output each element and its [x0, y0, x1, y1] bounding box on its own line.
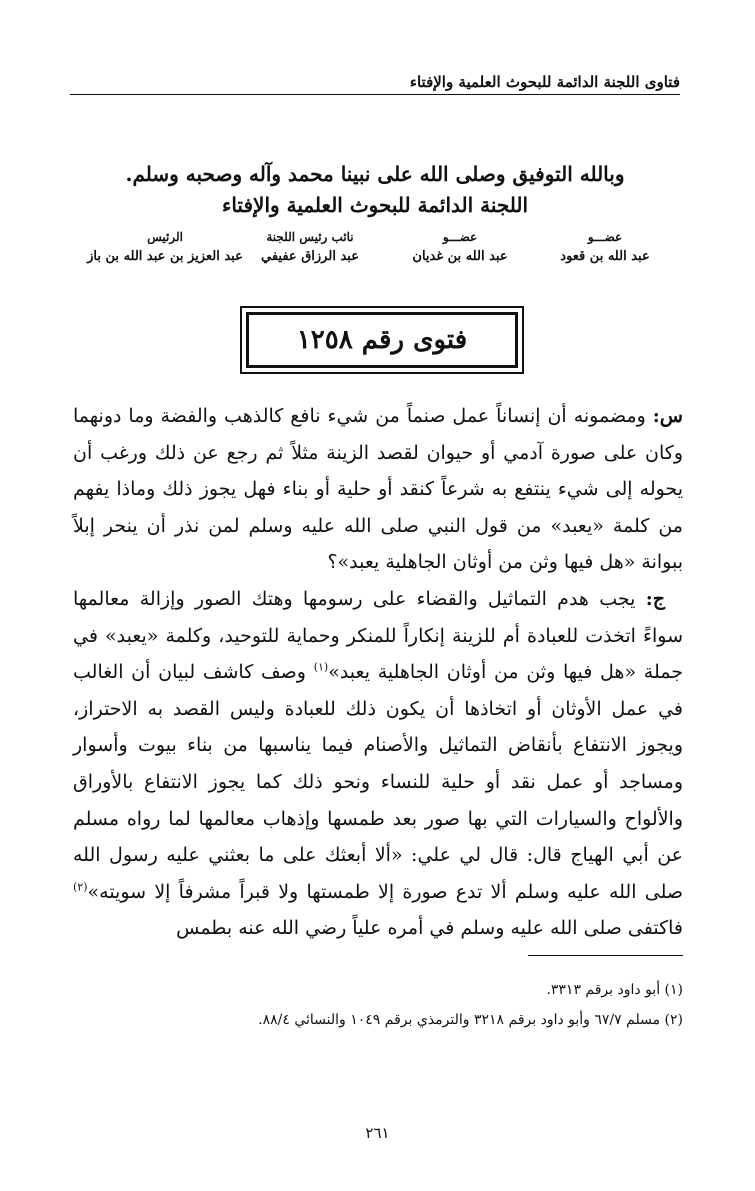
- signatory-name: عبد الرزاق عفيفي: [261, 249, 359, 264]
- signatory-name: عبد الله بن غديان: [412, 249, 508, 264]
- question-text: ومضمونه أن إنساناً عمل صنماً من شيء نافع كالذهب والفضة وما دونهما وكان على صورة آدمي أو حيوان لقصد الزينة مثلاً ثم رجع عن ذلك ورغب أن يحوله إلى شيء ينتفع به شرعاً كنقد أو حلية أو بناء فهل يجوز ذلك وماذا يفهم من كلمة «يعبد» من قول النبي صلى الله عليه وسلم لمن نذر أن ينحر إبلاً ببوانة «هل فيها وثن من أوثان الجاهلية يعبد»؟: [73, 405, 683, 574]
- signatory: [80, 228, 250, 268]
- footnote-ref: (١): [313, 660, 329, 674]
- question-label: س:: [652, 405, 683, 427]
- signatory-role: نائب رئيس اللجنة: [266, 230, 354, 244]
- signatory: [555, 228, 655, 268]
- fatwa-title: فتوى رقم ١٢٥٨: [246, 312, 518, 368]
- body-text: [73, 398, 683, 947]
- footnotes: [73, 975, 683, 1035]
- answer-text: وصف كاشف لبيان أن الغالب في عمل الأوثان أو اتخاذها أن يكون ذلك للعبادة وليس القصد به الاحتراز، ويجوز الانتفاع بأنقاض التماثيل والأصنام فيما يناسبها من بناء بيوت وأسوار ومساجد أو عمل نقد أو حلية للنساء ونحو ذلك كما يجوز الانتفاع بالأوراق والألواح والسيارات التي بها صور بعد طمسها وإذهاب معالمها لما رواه مسلم عن أبي الهياج قال: قال لي علي: «ألا أبعثك على ما بعثني عليه رسول الله صلى الله عليه وسلم ألا تدع صورة إلا طمستها ولا قبراً مشرفاً إلا سويته»: [73, 661, 683, 903]
- signatory: [250, 228, 370, 268]
- footnote-divider: [528, 955, 683, 956]
- signatory-name: عبد الله بن قعود: [560, 249, 650, 264]
- answer-text: فاكتفى صلى الله عليه وسلم في أمره علياً رضي الله عنه بطمس: [176, 917, 683, 940]
- running-header: [70, 72, 680, 95]
- answer-label: ج:: [645, 587, 665, 610]
- answer-paragraph: [73, 581, 683, 947]
- closing-line: وبالله التوفيق وصلى الله على نبينا محمد وآله وصحبه وسلم.: [125, 162, 625, 186]
- footnote: (١) أبو داود برقم ٣٣١٣.: [546, 982, 683, 998]
- answer-text: يجب هدم التماثيل والقضاء على رسومها وهتك الصور وإزالة معالمها سواءً اتخذت للعبادة أم للزينة إنكاراً للمنكر وحماية للتوحيد، وكلمة «يعبد» في جملة «هل فيها وثن من أوثان الجاهلية يعبد»: [73, 587, 683, 684]
- signatory-role: الرئيس: [147, 230, 183, 244]
- fatwa-title-box: [240, 306, 524, 374]
- signatories: [80, 228, 655, 278]
- signatory: [405, 228, 515, 268]
- footnote-ref: (٢): [73, 880, 88, 894]
- signatory-role: عضـــو: [587, 230, 623, 244]
- closing-block: [90, 158, 660, 220]
- question-paragraph: [73, 398, 683, 581]
- committee-name: اللجنة الدائمة للبحوث العلمية والإفتاء: [221, 193, 529, 217]
- running-header-title: فتاوى اللجنة الدائمة للبحوث العلمية والإفتاء: [409, 73, 680, 91]
- footnote: (٢) مسلم ٦٧/٧ وأبو داود برقم ٣٢١٨ والترمذي برقم ١٠٤٩ والنسائي ٨٨/٤.: [258, 1012, 683, 1028]
- signatory-name: عبد العزيز بن عبد الله بن باز: [87, 249, 243, 264]
- signatory-role: عضـــو: [442, 230, 478, 244]
- page-number: ٢٦١: [365, 1124, 390, 1142]
